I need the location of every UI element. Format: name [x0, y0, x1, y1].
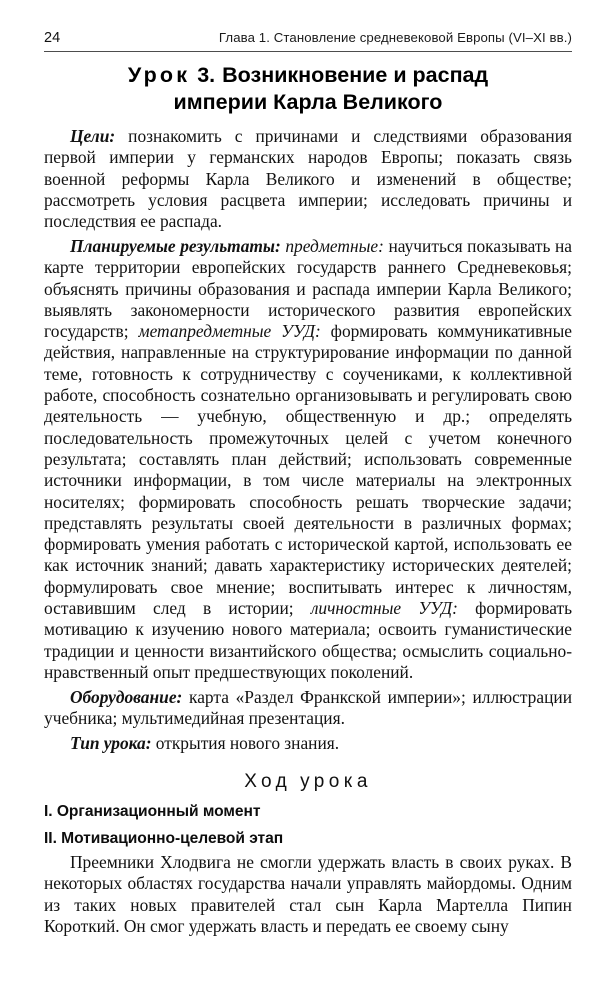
lesson-title-line-2: империи Карла Великого	[173, 90, 443, 114]
meta-results-label: метапредметные УУД:	[138, 321, 321, 342]
course-heading-word-2: урока	[300, 771, 372, 793]
stage-heading-1: I. Организационный момент	[44, 803, 261, 821]
planned-results-paragraph	[44, 236, 572, 683]
lesson-type-label: Тип урока:	[70, 732, 152, 753]
header-rule	[44, 51, 572, 52]
page-number: 24	[44, 30, 61, 46]
personal-results-text: формировать мотивацию к изучению нового материала; освоить гуманистические традиции и ценности византийского общества; осмыслить социально-нравственный опыт предшествующих поколений.	[44, 598, 572, 682]
lesson-title-rest: Возникновение и распад	[222, 63, 489, 87]
stage-2-body-paragraph: Преемники Хлодвига не смогли удержать власть в своих руках. В некоторых областях государства начали управлять майордомы. Одним из таких новых правителей стал сын Карла Мартелла Пипин Короткий. Он смог удержать власть и передать ее своему сыну	[44, 852, 572, 936]
planned-results-label: Планируемые результаты:	[70, 235, 281, 256]
lesson-number: 3.	[197, 63, 216, 87]
lesson-type-text: открытия нового знания.	[151, 732, 340, 753]
subject-results-label: предметные:	[285, 235, 384, 256]
equipment-label: Оборудование:	[70, 686, 183, 707]
goals-paragraph	[44, 126, 572, 232]
goals-label: Цели:	[70, 126, 116, 146]
running-header	[44, 30, 572, 46]
equipment-text: карта «Раздел Франкской империи»; иллюстрации учебника; мультимедийная презентация.	[44, 686, 572, 729]
stage-heading-2: II. Мотивационно-целевой этап	[44, 830, 284, 848]
lesson-type-paragraph	[44, 733, 572, 754]
equipment-paragraph	[44, 687, 572, 730]
subject-results-text: научиться показывать на карте территории европейских государств раннего Средневековья; объяснять причины образования и распада империи Карла Великого; выявлять закономерности исторического развития европейских государств;	[44, 235, 572, 342]
course-heading-word-1: Ход	[244, 771, 292, 793]
lesson-word: Урок	[127, 63, 191, 87]
lesson-title	[44, 62, 572, 116]
goals-text: познакомить с причинами и следствиями образования первой империи у германских народов Европы; показать связь военной реформы Карла Великого и изменений в обществе; рассмотреть условия расцвета империи; исследовать причины и последствия ее распада.	[44, 126, 572, 232]
personal-results-label: личностные УУД:	[310, 598, 458, 619]
meta-results-text: формировать коммуникативные действия, направленные на структурирование информации по данной теме, готовность к сотрудничеству с соучениками, к коллективной работе, способность сознательно организовывать и регулировать свою деятельность — учебную, общественную и др.; определять последовательность промежуточных целей с учетом конечного результата; составлять план действий; использовать современные источники информации, в том числе материалы на электронных носителях; формировать способность решать творческие задачи; представлять результаты своей деятельности в различных формах; формировать умения работать с исторической картой, использовать ее как источник знаний; давать характеристику исторических деятелей; формулировать свое мнение; воспитывать интерес к личностям, оставившим след в истории;	[44, 321, 572, 619]
course-of-lesson-heading	[44, 771, 572, 793]
chapter-title: Глава 1. Становление средневековой Европы (VI–XI вв.)	[218, 30, 572, 45]
document-body	[44, 126, 572, 937]
lesson-title-line-1	[44, 62, 572, 89]
